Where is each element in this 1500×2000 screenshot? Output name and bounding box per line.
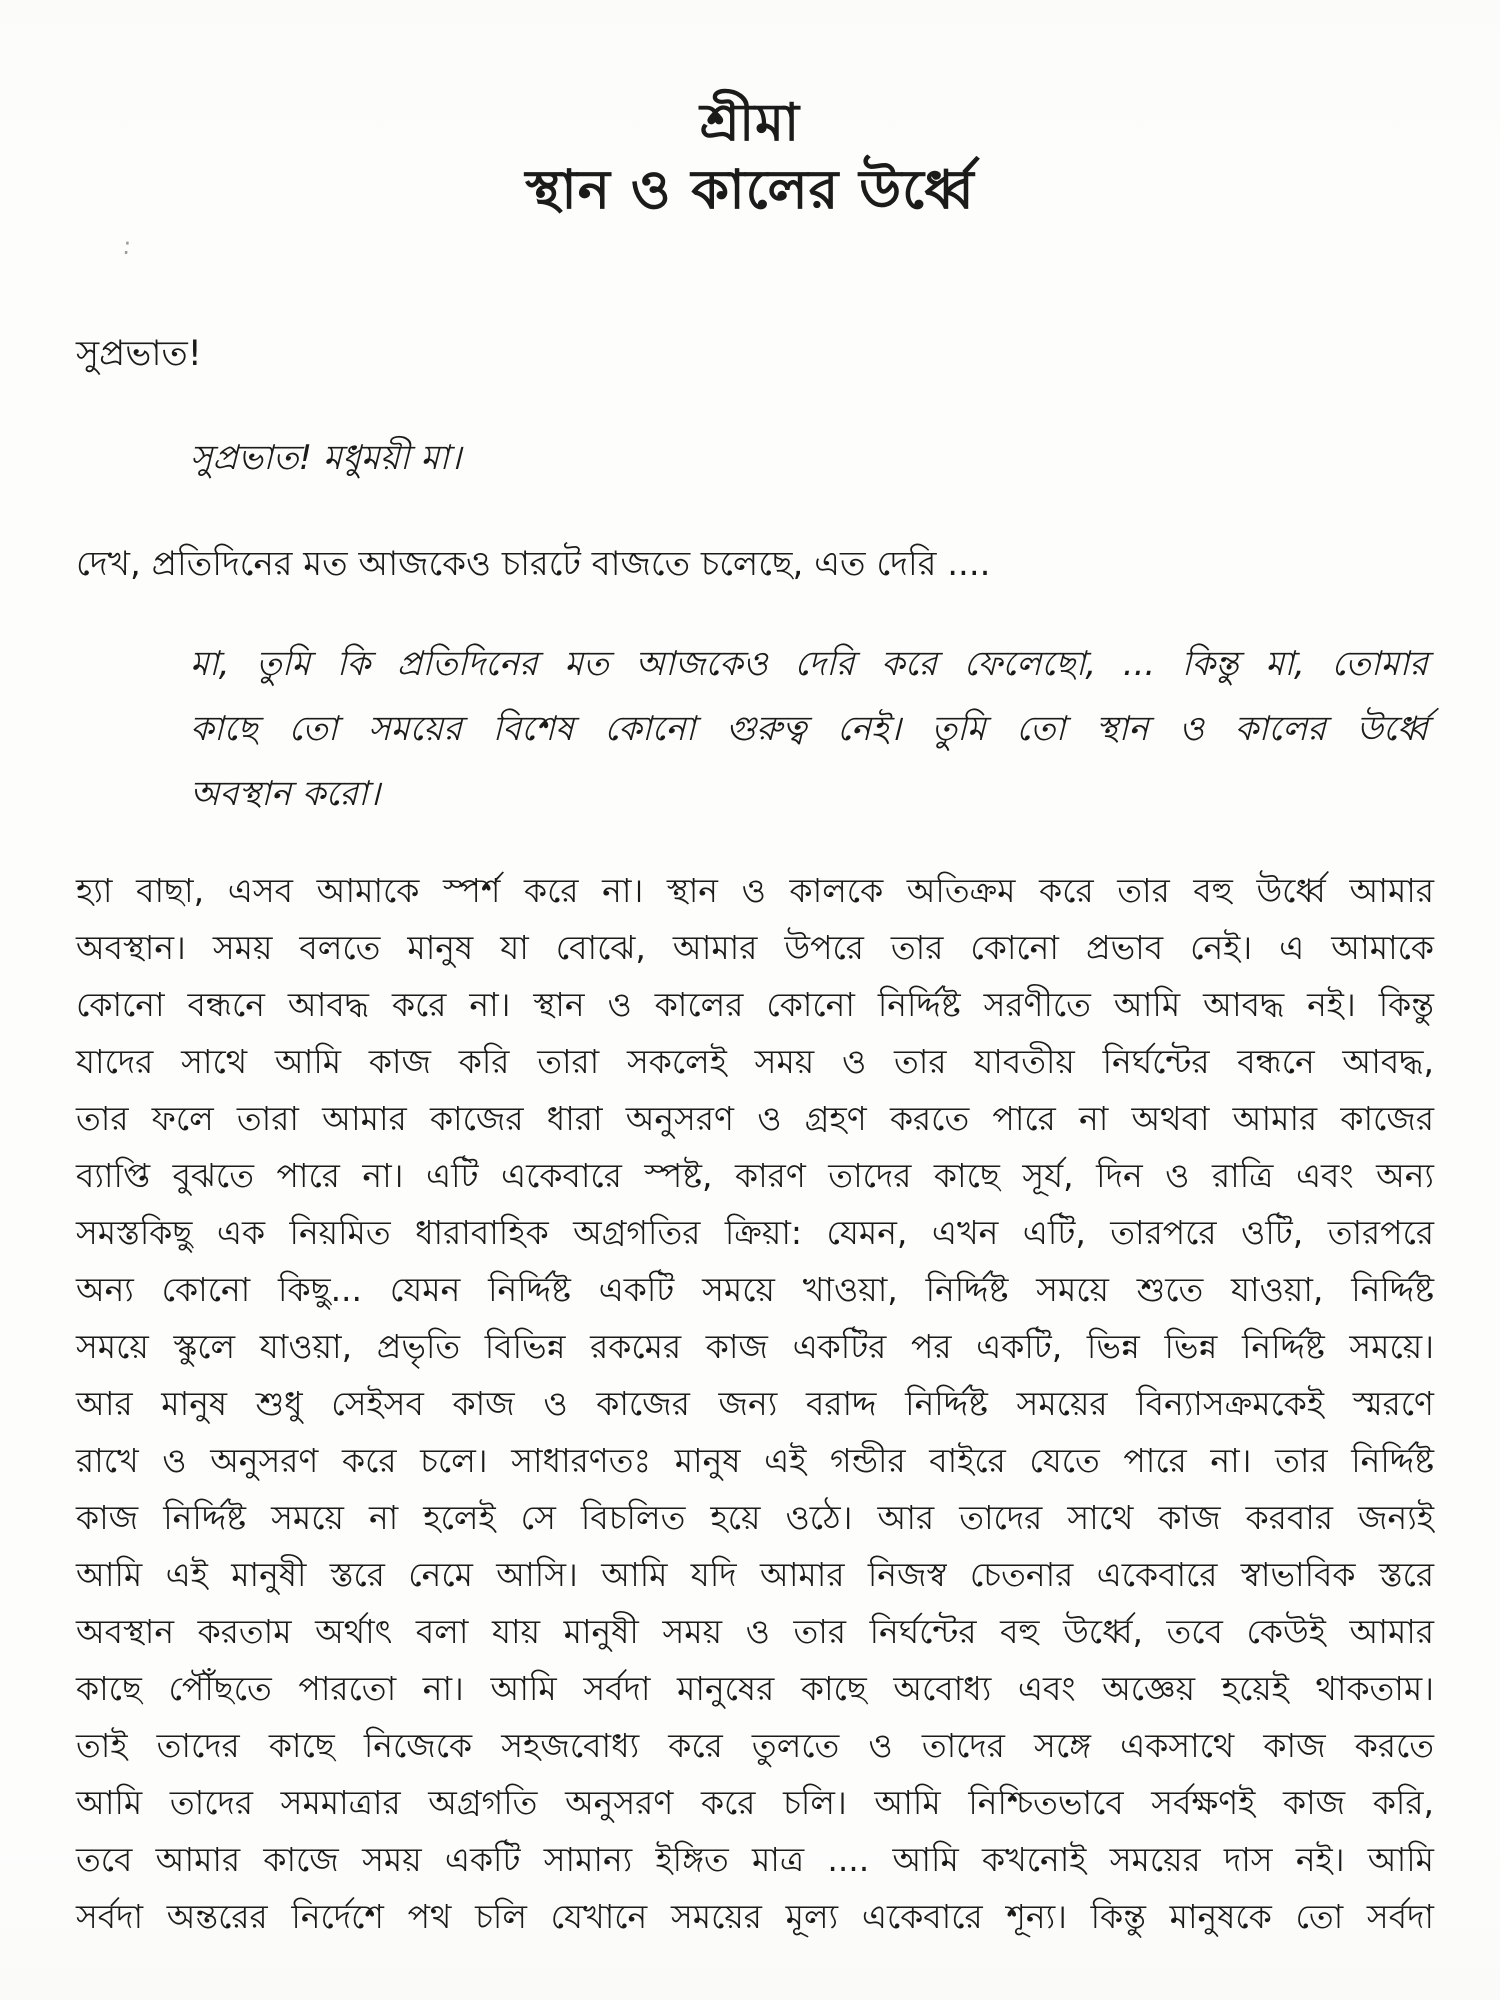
body-line: সমস্তকিছু এক নিয়মিত ধারাবাহিক অগ্রগতির ক্রিয়া: যেমন, এখন এটি, তারপরে ওটি, তারপরে: [76, 1213, 1434, 1252]
page-title: শ্রীমা: [699, 93, 801, 153]
quote-block: [190, 632, 1428, 827]
stray-scan-mark: :: [121, 231, 134, 261]
quote-line: কাছে তো সময়ের বিশেষ কোনো গুরুত্ব নেই। তুমি তো স্থান ও কালের উর্ধ্বে: [190, 709, 1428, 749]
body-line: অন্য কোনো কিছু... যেমন নির্দ্দিষ্ট একটি সময়ে খাওয়া, নির্দ্দিষ্ট সময়ে শুতে যাওয়া, নির্দ্দিষ্ট: [76, 1270, 1434, 1309]
body-line: কাজ নির্দ্দিষ্ট সময়ে না হলেই সে বিচলিত হয়ে ওঠে। আর তাদের সাথে কাজ করবার জন্যই: [76, 1498, 1434, 1537]
body-line: অবস্থান করতাম অর্থাৎ বলা যায় মানুষী সময় ও তার নির্ঘন্টের বহু উর্ধ্বে, তবে কেউই আমার: [76, 1612, 1434, 1651]
body-line: আমি এই মানুষী স্তরে নেমে আসি। আমি যদি আমার নিজস্ব চেতনার একেবারে স্বাভাবিক স্তরে: [76, 1555, 1434, 1594]
body-line: কাছে পৌঁছতে পারতো না। আমি সর্বদা মানুষের কাছে অবোধ্য এবং অজ্ঞেয় হয়েই থাকতাম।: [76, 1669, 1434, 1708]
quote-line: অবস্থান করো।: [190, 774, 381, 814]
body-line: তবে আমার কাজে সময় একটি সামান্য ইঙ্গিত মাত্র .... আমি কখনোই সময়ের দাস নই। আমি: [76, 1840, 1434, 1879]
body-line: সময়ে স্কুলে যাওয়া, প্রভৃতি বিভিন্ন রকমের কাজ একটির পর একটি, ভিন্ন ভিন্ন নির্দ্দিষ্ট সময়ে।: [76, 1327, 1434, 1366]
body-line: ব্যাপ্তি বুঝতে পারে না। এটি একেবারে স্পষ্ট, কারণ তাদের কাছে সূর্য, দিন ও রাত্রি এবং অন্য: [76, 1156, 1434, 1195]
quote-line: মা, তুমি কি প্রতিদিনের মত আজকেও দেরি করে ফেলেছো, ... কিন্তু মা, তোমার: [190, 644, 1428, 684]
body-line: তাই তাদের কাছে নিজেকে সহজবোধ্য করে তুলতে ও তাদের সঙ্গে একসাথে কাজ করতে: [76, 1726, 1434, 1765]
body-line: কোনো বন্ধনে আবদ্ধ করে না। স্থান ও কালের কোনো নির্দ্দিষ্ট সরণীতে আমি আবদ্ধ নই। কিন্তু: [76, 985, 1434, 1024]
body-line: সর্বদা অন্তরের নির্দেশে পথ চলি যেখানে সময়ের মূল্য একেবারে শূন্য। কিন্তু মানুষকে তো সর্বদা: [76, 1897, 1434, 1936]
body-line: তার ফলে তারা আমার কাজের ধারা অনুসরণ ও গ্রহণ করতে পারে না অথবা আমার কাজের: [76, 1099, 1434, 1138]
greeting-line: সুপ্রভাত!: [76, 334, 202, 374]
mother-reply-line: সুপ্রভাত! মধুময়ী মা।: [190, 438, 462, 478]
narration-line: দেখ, প্রতিদিনের মত আজকেও চারটে বাজতে চলেছে, এত দেরি ....: [76, 544, 991, 584]
body-line: যাদের সাথে আমি কাজ করি তারা সকলেই সময় ও তার যাবতীয় নির্ঘন্টের বন্ধনে আবদ্ধ,: [76, 1042, 1434, 1081]
body-line: আর মানুষ শুধু সেইসব কাজ ও কাজের জন্য বরাদ্দ নির্দ্দিষ্ট সময়ের বিন্যাসক্রমকেই স্মরণে: [76, 1384, 1434, 1423]
body-paragraph: [76, 862, 1434, 1945]
body-line: হ্যা বাছা, এসব আমাকে স্পর্শ করে না। স্থান ও কালকে অতিক্রম করে তার বহু উর্ধ্বে আমার: [76, 871, 1434, 910]
body-line: রাখে ও অনুসরণ করে চলে। সাধারণতঃ মানুষ এই গন্ডীর বাইরে যেতে পারে না। তার নির্দ্দিষ্ট: [76, 1441, 1434, 1480]
body-line: আমি তাদের সমমাত্রার অগ্রগতি অনুসরণ করে চলি। আমি নিশ্চিতভাবে সর্বক্ষণই কাজ করি,: [76, 1783, 1434, 1822]
body-line: অবস্থান। সময় বলতে মানুষ যা বোঝে, আমার উপরে তার কোনো প্রভাব নেই। এ আমাকে: [76, 928, 1434, 967]
page-subtitle: স্থান ও কালের উর্ধ্বে: [525, 158, 975, 221]
